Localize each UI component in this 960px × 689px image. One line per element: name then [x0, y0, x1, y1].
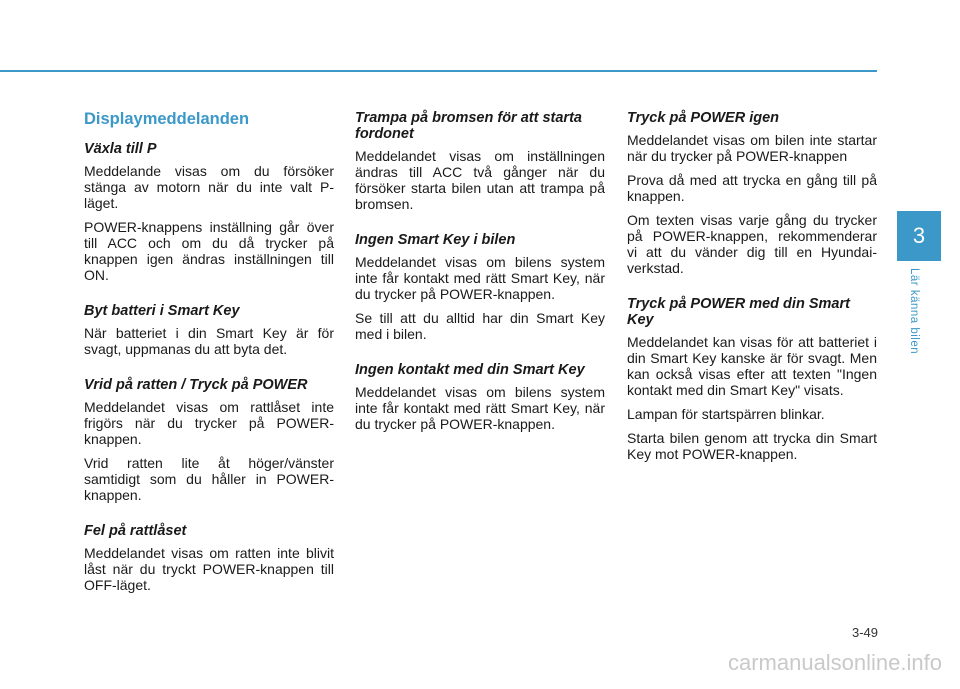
chapter-number-tab: 3 — [897, 211, 941, 261]
block-heading: Ingen kontakt med din Smart Key — [355, 362, 585, 378]
block-2 — [627, 296, 877, 462]
paragraph: Meddelandet visas om bilens system inte får kontakt med rätt Smart Key, när du trycker på POWER-knappen. — [355, 384, 605, 432]
paragraph: Meddelandet visas om rattlåset inte frigörs när du trycker på POWER-knappen. — [84, 399, 334, 447]
block-heading: Växla till P — [84, 141, 157, 157]
paragraph: Om texten visas varje gång du trycker på POWER-knappen, rekommenderar vi att du vänder dig till en Hyundai-verkstad. — [627, 212, 877, 276]
page-number: 3-49 — [851, 625, 878, 640]
block-1 — [84, 141, 334, 283]
paragraph: Se till att du alltid har din Smart Key med i bilen. — [355, 310, 605, 342]
paragraph: Lampan för startspärren blinkar. — [627, 406, 825, 422]
paragraph: Starta bilen genom att trycka din Smart Key mot POWER-knappen. — [627, 430, 877, 462]
column-2 — [355, 110, 605, 440]
block-3 — [355, 362, 605, 432]
block-3 — [84, 377, 334, 503]
block-heading: Vrid på ratten / Tryck på POWER — [84, 377, 308, 393]
section-title: Displaymeddelanden — [84, 110, 250, 128]
paragraph: När batteriet i din Smart Key är för svagt, uppmanas du att byta det. — [84, 325, 334, 357]
block-heading: Byt batteri i Smart Key — [84, 303, 240, 319]
block-1 — [627, 110, 877, 276]
block-4 — [84, 523, 334, 593]
block-heading: Tryck på POWER med din Smart Key — [627, 296, 850, 328]
paragraph: Prova då med att trycka en gång till på knappen. — [627, 172, 877, 204]
paragraph: Meddelandet kan visas för att batteriet i din Smart Key kanske är för svagt. Men kan också visas efter att texten "Ingen kontakt med din Smart Key" visats. — [627, 334, 877, 398]
chapter-label: Lär känna bilen — [908, 268, 920, 355]
block-1 — [355, 110, 605, 212]
block-heading: Ingen Smart Key i bilen — [355, 232, 516, 248]
paragraph: POWER-knappens inställning går över till ACC och om du då trycker på knappen igen ändras inställningen till ON. — [84, 219, 334, 283]
column-1 — [84, 110, 334, 601]
block-heading: Tryck på POWER igen — [627, 110, 780, 126]
block-2 — [355, 232, 605, 342]
paragraph: Meddelandet visas om bilens system inte får kontakt med rätt Smart Key, när du trycker på POWER-knappen. — [355, 254, 605, 302]
watermark: carmanualsonline.info — [727, 650, 942, 675]
top-rule — [0, 70, 877, 72]
paragraph: Vrid ratten lite åt höger/vänster samtidigt som du håller in POWER-knappen. — [84, 455, 334, 503]
block-heading: Fel på rattlåset — [84, 523, 187, 539]
paragraph: Meddelande visas om du försöker stänga av motorn när du inte valt P-läget. — [84, 163, 334, 211]
block-heading: Trampa på bromsen för att starta fordonet — [355, 110, 582, 142]
paragraph: Meddelandet visas om bilen inte startar när du trycker på POWER-knappen — [627, 132, 877, 164]
block-2 — [84, 303, 334, 357]
paragraph: Meddelandet visas om inställningen ändras till ACC två gånger när du försöker starta bilen utan att trampa på bromsen. — [355, 148, 605, 212]
column-3 — [627, 110, 877, 470]
paragraph: Meddelandet visas om ratten inte blivit låst när du tryckt POWER-knappen till OFF-läget. — [84, 545, 334, 593]
